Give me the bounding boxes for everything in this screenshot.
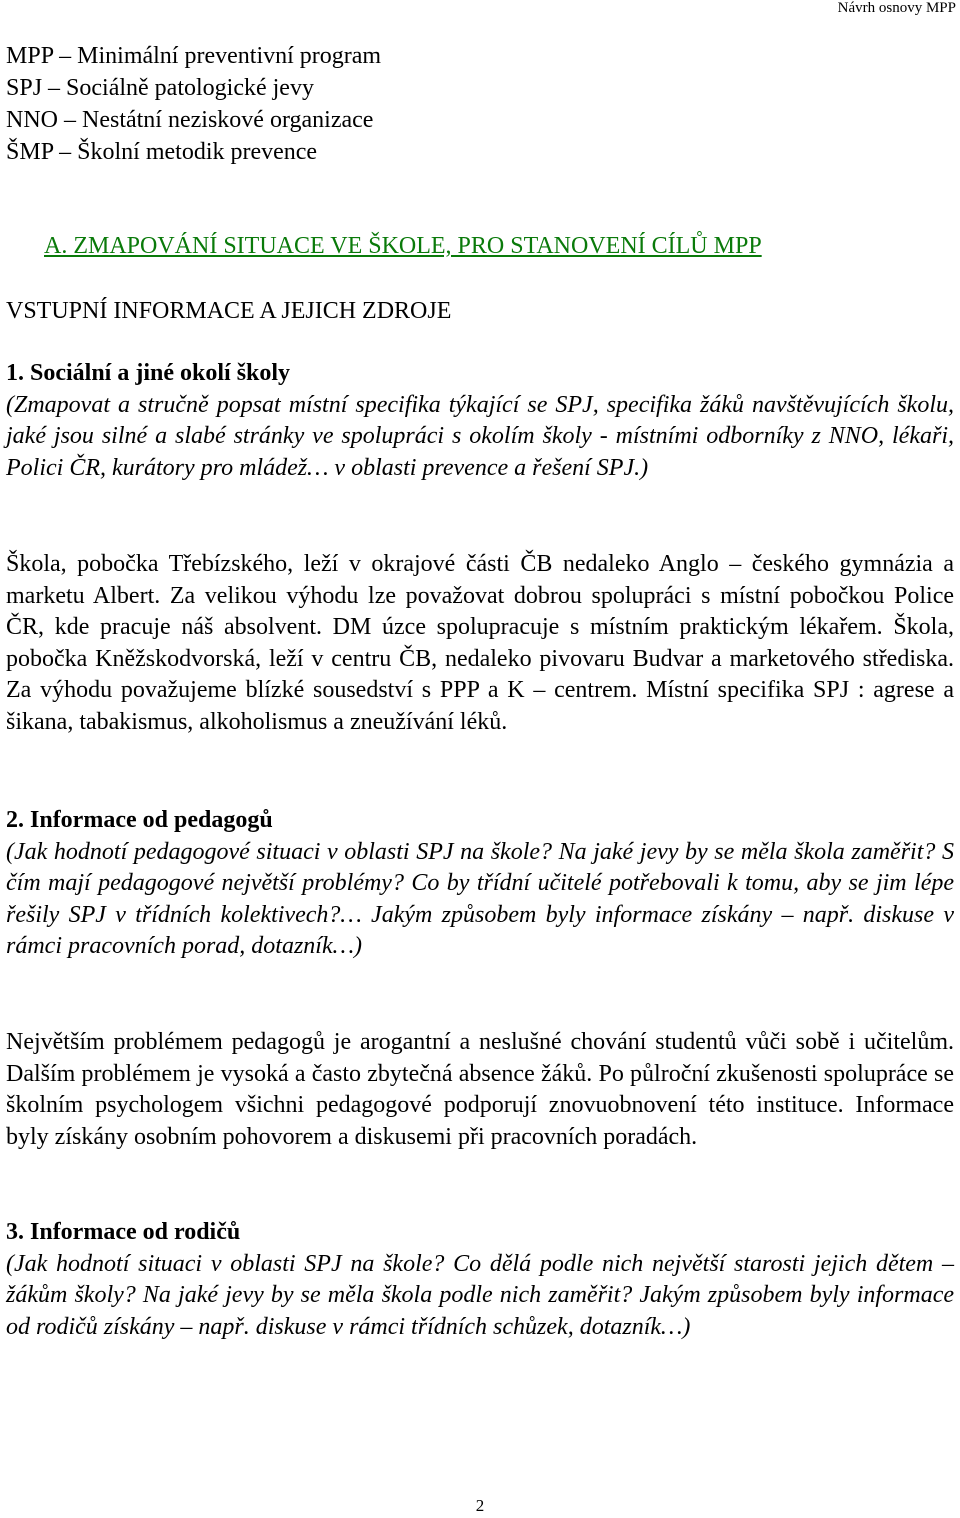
item-3 (6, 1217, 954, 1343)
item-heading: 1. Sociální a jiné okolí školy (6, 360, 291, 386)
item-2 (6, 805, 954, 963)
item-instruction: (Zmapovat a stručně popsat místní specifika týkající se SPJ, specifika žáků navštěvujících školu, jaké jsou silné a slabé stránky ve spolupráci s okolím školy - místními odborníky z NNO, lékaři, Polici ČR, kurátory pro mládež… v oblasti prevence a řešení SPJ.) (6, 391, 954, 481)
abbreviation-item: ŠMP – Školní metodik prevence (6, 139, 318, 165)
item-answer: Škola, pobočka Třebízského, leží v okrajové části ČB nedaleko Anglo – českého gymnázia a marketu Albert. Za velikou výhodu lze považovat dobrou spolupráci s místní pobočkou Police ČR, kde pracuje náš absolvent. DM úzce spolupracuje s místním praktickým lékařem. Škola, pobočka Kněžskodvorská, leží v centru ČB, nedaleko pivovaru Budvar a marketového střediska. Za výhodu považujeme blízké sousedství s PPP a K – centrem. Místní specifika SPJ : agrese a šikana, tabakismus, alkoholismus a zneužívání léků. (6, 551, 954, 735)
item-1-answer (6, 549, 954, 738)
item-2-answer (6, 1027, 954, 1153)
abbreviation-list (6, 40, 946, 168)
item-1 (6, 358, 954, 484)
page-number: 2 (475, 1496, 485, 1515)
item-instruction: (Jak hodnotí pedagogové situaci v oblasti SPJ na škole? Na jaké jevy by se měla škola zaměřit? S čím mají pedagogové největší problémy? Co by třídní učitelé potřebovali k tomu, aby se jim lépe řešily SPJ v třídních kolektivech?… Jakým způsobem byly informace získány – např. diskuse v rámci pracovních porad, dotazník…) (6, 838, 954, 959)
item-instruction: (Jak hodnotí situaci v oblasti SPJ na škole? Co dělá podle nich největší starosti jejich dětem – žákům školy? Na jaké jevy by se měla škola podle nich zaměřit? Jakým způsobem byly informace od rodičů získány – např. diskuse v rámci třídních schůzek, dotazník…) (6, 1250, 954, 1340)
abbreviation-item: SPJ – Sociálně patologické jevy (6, 75, 314, 101)
section-subtitle: VSTUPNÍ INFORMACE A JEJICH ZDROJE (6, 298, 452, 324)
item-heading: 2. Informace od pedagogů (6, 807, 273, 833)
running-header: Návrh osnovy MPP (837, 0, 956, 16)
item-heading: 3. Informace od rodičů (6, 1219, 241, 1245)
abbreviation-item: NNO – Nestátní neziskové organizace (6, 107, 374, 133)
section-a-heading: A. ZMAPOVÁNÍ SITUACE VE ŠKOLE, PRO STANOVENÍ CÍLŮ MPP (44, 233, 762, 259)
abbreviation-item: MPP – Minimální preventivní program (6, 43, 382, 69)
item-answer: Největším problémem pedagogů je arogantní a neslušné chování studentů vůči sobě i učitelům. Dalším problémem je vysoká a často zbytečná absence žáků. Po půlroční zkušenosti spolupráce se školním psychologem všichni pedagogové podporují znovuobnovení této instituce. Informace byly získány osobním pohovorem a diskusemi při pracovních poradách. (6, 1029, 954, 1150)
